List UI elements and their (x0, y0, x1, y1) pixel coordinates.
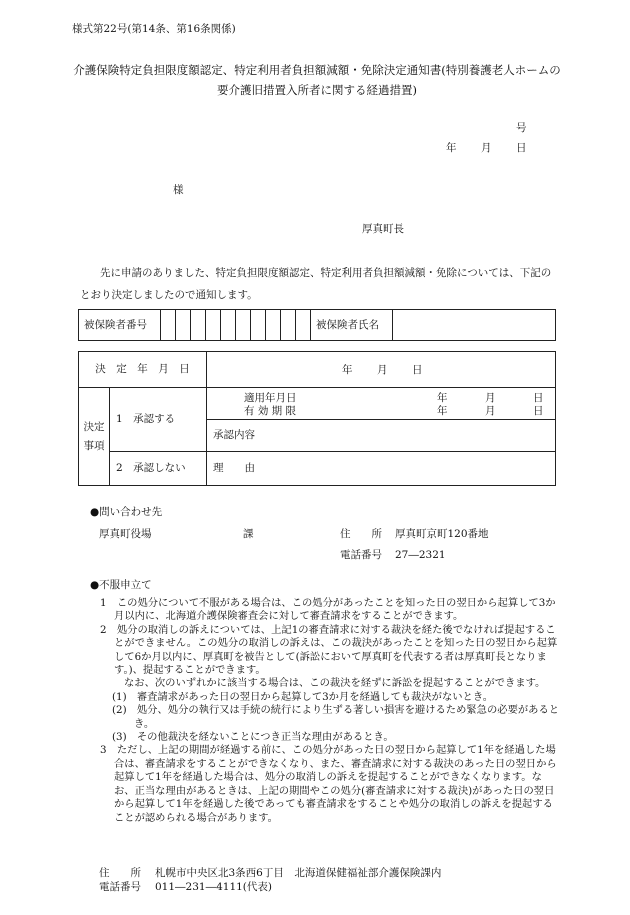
digit-cell[interactable] (266, 310, 281, 341)
appeal-item-2: 2 処分の取消しの訴えについては、上記1の審査請求に対する裁決を経た後でなければ提起することができません。この処分の取消しの訴えは、この裁決があったことを知った日の翌日から起算して6か月以内に、厚真町を被告として(訴訟において厚真町を代表する者は厚真町長となります。)、提起することができます。 (100, 623, 558, 677)
appeal-sub-3: (3) その他裁決を経ないことにつき正当な理由があるとき。 (112, 731, 394, 744)
digit-cell[interactable] (236, 310, 251, 341)
insured-name-field[interactable] (393, 310, 556, 341)
digit-cell[interactable] (281, 310, 296, 341)
contact-office: 厚真町役場 (99, 528, 152, 540)
apply-month: 月 (485, 391, 496, 404)
insured-number-label: 被保険者番号 (79, 310, 161, 341)
appeal-item-1: 1 この処分について不服がある場合は、この処分があったことを知った日の翌日から起算して3か月以内に、北海道介護保険審査会に対して審査請求をすることができます。 (100, 597, 556, 623)
appeal-item-2-note: なお、次のいずれかに該当する場合は、この裁決を経ずに訴訟を提起することができます。 (124, 677, 546, 690)
decision-day: 日 (412, 363, 423, 376)
apply-year: 年 (437, 391, 448, 404)
form-number: 様式第22号(第14条、第16条関係) (72, 23, 236, 35)
contact-dept-suffix: 課 (243, 528, 254, 540)
approve-option[interactable]: 1 承認する (110, 388, 207, 452)
reason-label: 理 由 (207, 452, 556, 486)
issuer-name: 厚真町長 (362, 223, 404, 235)
digit-cell[interactable] (251, 310, 266, 341)
decision-year: 年 (342, 363, 353, 376)
digit-cell[interactable] (221, 310, 236, 341)
valid-month: 月 (485, 404, 496, 417)
document-title: 介護保険特定負担限度額認定、特定利用者負担額減額・免除決定通知書(特別養護老人ホームの要介護旧措置入所者に関する経過措置) (73, 63, 561, 97)
apply-date-label: 適用年月日 (244, 391, 297, 404)
decision-month: 月 (377, 363, 388, 376)
appeal-heading: ●不服申立て (90, 579, 152, 591)
date-month-label: 月 (481, 142, 492, 154)
date-day-label: 日 (516, 142, 527, 154)
appeal-sub-1: (1) 審査請求があった日の翌日から起算して3か月を経過しても裁決がないとき。 (112, 690, 494, 703)
decision-date-label: 決 定 年 月 日 (79, 352, 207, 388)
appeal-body (90, 597, 560, 825)
appeal-sub-2: (2) 処分、処分の執行又は手続の続行により生ずる著しい損害を避けるため緊急の必要があるとき。 (112, 704, 560, 730)
contact-heading: ●問い合わせ先 (90, 506, 163, 518)
appeal-phone: 011―231―4111(代表) (155, 881, 272, 893)
insured-table (78, 309, 556, 341)
contact-address-label: 住 所 (340, 528, 382, 540)
valid-until-label: 有 効 期 限 (244, 404, 297, 417)
digit-cell[interactable] (296, 310, 311, 341)
contact-phone-label: 電話番号 (340, 549, 382, 561)
appeal-item-3: 3 ただし、上記の期間が経過する前に、この処分があった日の翌日から起算して1年を経過した場合は、審査請求をすることができなくなり、また、審査請求に対する裁決のあった日の翌日から起算して1年を経過した場合は、処分の取消しの訴えを提起することができなくなります。なお、正当な理由があるときは、上記の期間やこの処分(審査請求に対する裁決)があった日の翌日から起算して1年を経過した後であっても審査請求をすることや処分の取消しの訴えを提起することが認められる場合があります。 (100, 744, 557, 824)
date-year-label: 年 (446, 142, 457, 154)
digit-cell[interactable] (191, 310, 206, 341)
addressee-suffix: 様 (173, 184, 184, 196)
insured-name-label: 被保険者氏名 (311, 310, 393, 341)
appeal-addr: 札幌市中央区北3条西6丁目 北海道保健福祉部介護保険課内 (155, 867, 442, 879)
reject-option[interactable]: 2 承認しない (110, 452, 207, 486)
decision-table (78, 351, 556, 486)
number-label: 号 (516, 122, 527, 134)
appeal-addr-label: 住 所 (99, 867, 141, 879)
decision-date-field[interactable] (207, 352, 556, 388)
digit-cell[interactable] (176, 310, 191, 341)
approve-content-label: 承認内容 (207, 420, 556, 452)
intro-text: 先に申請のありました、特定負担限度額認定、特定利用者負担額減額・免除については、下記のとおり決定しましたので通知します。 (80, 267, 552, 301)
digit-cell[interactable] (206, 310, 221, 341)
decision-section-label: 決定事項 (79, 388, 110, 486)
valid-day: 日 (533, 404, 544, 417)
apply-day: 日 (533, 391, 544, 404)
contact-address: 厚真町京町120番地 (395, 528, 489, 540)
contact-phone: 27―2321 (395, 549, 446, 561)
valid-year: 年 (437, 404, 448, 417)
digit-cell[interactable] (161, 310, 176, 341)
appeal-phone-label: 電話番号 (99, 881, 141, 893)
